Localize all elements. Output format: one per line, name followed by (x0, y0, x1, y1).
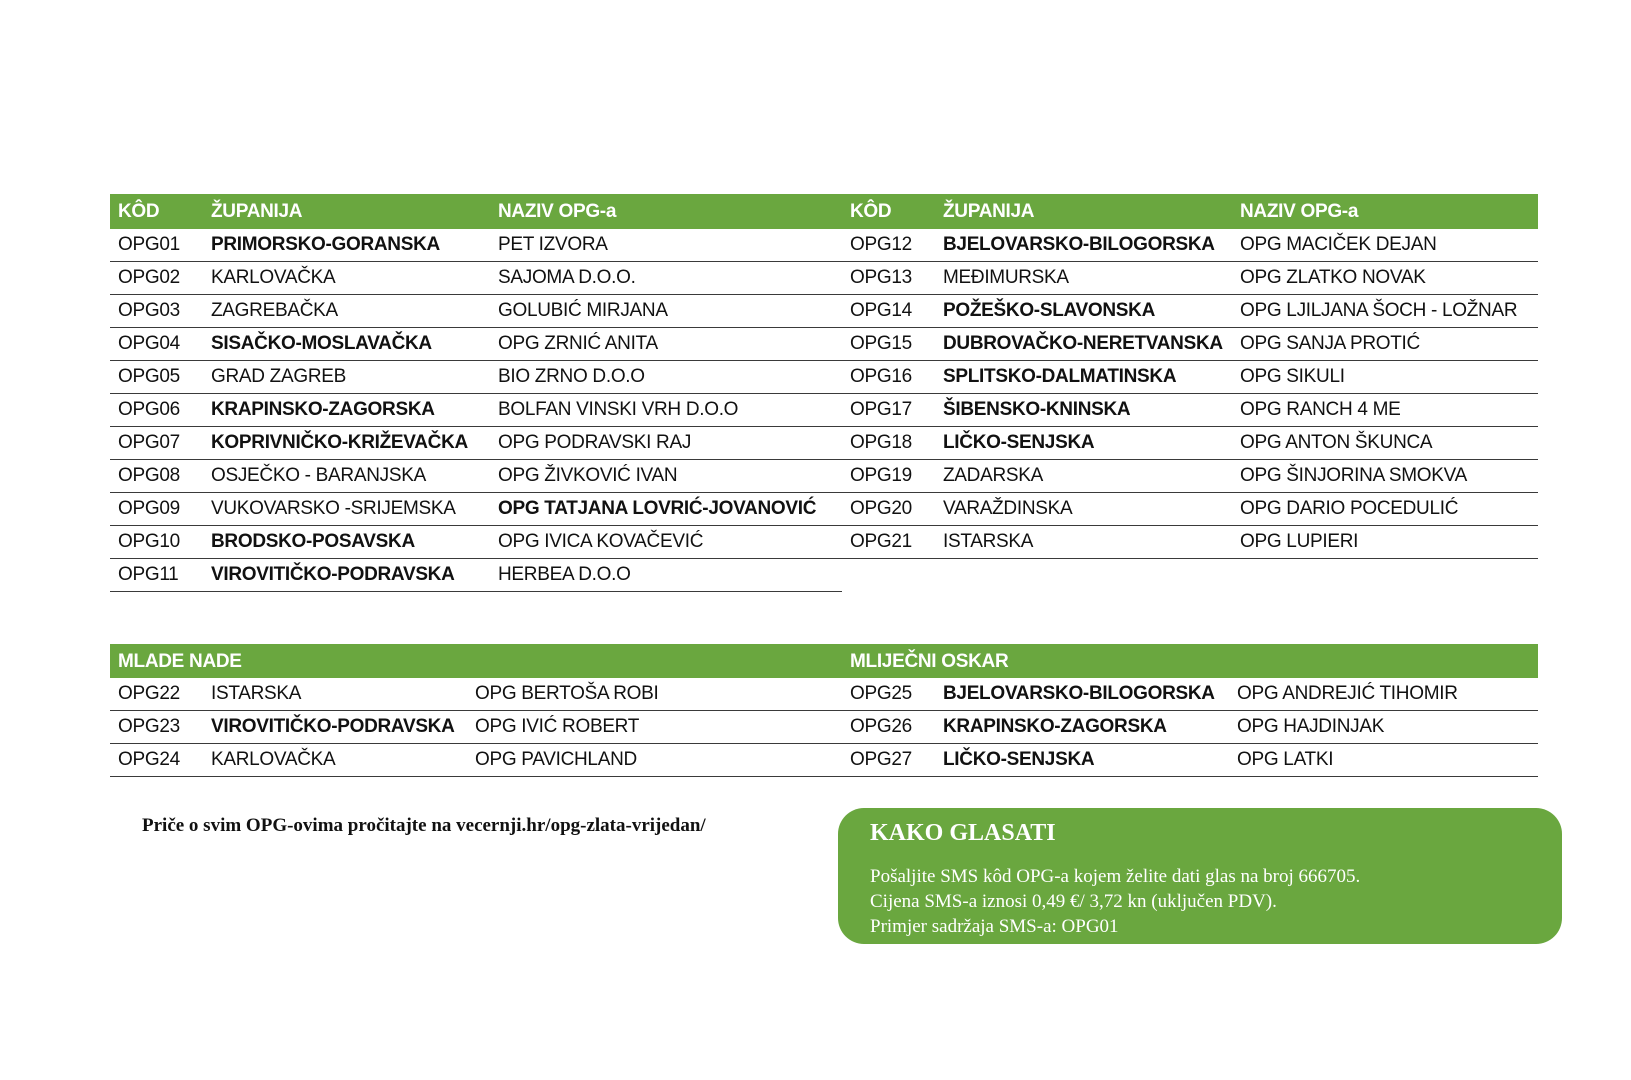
county-cell: SPLITSKO-DALMATINSKA (943, 366, 1177, 387)
table-row (842, 678, 1538, 711)
code-cell: OPG08 (118, 465, 180, 486)
name-cell: GOLUBIĆ MIRJANA (498, 300, 668, 321)
code-cell: OPG14 (850, 300, 912, 321)
how-to-vote-line: Pošaljite SMS kôd OPG-a kojem želite dati glas na broj 666705. (870, 866, 1361, 887)
name-cell: OPG HAJDINJAK (1237, 716, 1385, 737)
header-naziv-right: NAZIV OPG-a (1240, 201, 1359, 222)
county-cell: KARLOVAČKA (211, 749, 336, 770)
table-row (842, 744, 1538, 777)
header-zupanija-left: ŽUPANIJA (211, 201, 303, 222)
table-row (842, 493, 1538, 526)
table-row (110, 427, 842, 460)
name-cell: OPG LJILJANA ŠOCH - LOŽNAR (1240, 300, 1518, 321)
code-cell: OPG13 (850, 267, 912, 288)
code-cell: OPG05 (118, 366, 180, 387)
table-row (110, 229, 842, 262)
name-cell: OPG LUPIERI (1240, 531, 1359, 552)
county-cell: ISTARSKA (211, 683, 302, 704)
name-cell: OPG ZRNIĆ ANITA (498, 333, 658, 354)
table-row (110, 678, 842, 711)
mlade-nade-title: MLADE NADE (118, 651, 242, 672)
name-cell: BIO ZRNO D.O.O (498, 366, 645, 387)
name-cell: OPG LATKI (1237, 749, 1334, 770)
county-cell: MEĐIMURSKA (943, 267, 1069, 288)
name-cell: OPG ZLATKO NOVAK (1240, 267, 1426, 288)
table-row (110, 262, 842, 295)
code-cell: OPG02 (118, 267, 180, 288)
main-table-header (110, 194, 1538, 229)
county-cell: ZADARSKA (943, 465, 1044, 486)
name-cell: OPG DARIO POCEDULIĆ (1240, 498, 1459, 519)
table-row (842, 262, 1538, 295)
county-cell: LIČKO-SENJSKA (943, 432, 1095, 453)
code-cell: OPG15 (850, 333, 912, 354)
code-cell: OPG10 (118, 531, 180, 552)
name-cell: OPG SIKULI (1240, 366, 1345, 387)
name-cell: OPG IVIĆ ROBERT (475, 716, 640, 737)
table-row (842, 394, 1538, 427)
how-to-vote-line: Primjer sadržaja SMS-a: OPG01 (870, 916, 1119, 937)
how-to-vote-title: KAKO GLASATI (870, 820, 1056, 846)
table-row (110, 295, 842, 328)
county-cell: KARLOVAČKA (211, 267, 336, 288)
table-row (842, 361, 1538, 394)
county-cell: BJELOVARSKO-BILOGORSKA (943, 683, 1215, 704)
county-cell: BRODSKO-POSAVSKA (211, 531, 415, 552)
county-cell: GRAD ZAGREB (211, 366, 346, 387)
county-cell: VUKOVARSKO -SRIJEMSKA (211, 498, 456, 519)
county-cell: KRAPINSKO-ZAGORSKA (943, 716, 1167, 737)
header-zupanija-right: ŽUPANIJA (943, 201, 1035, 222)
county-cell: VIROVITIČKO-PODRAVSKA (211, 564, 455, 585)
name-cell: OPG PODRAVSKI RAJ (498, 432, 692, 453)
table-row (110, 526, 842, 559)
table-row (110, 328, 842, 361)
name-cell: HERBEA D.O.O (498, 564, 631, 585)
code-cell: OPG09 (118, 498, 180, 519)
county-cell: ŠIBENSKO-KNINSKA (943, 399, 1131, 420)
table-row (110, 711, 842, 744)
code-cell: OPG20 (850, 498, 912, 519)
stories-footnote: Priče o svim OPG-ovima pročitajte na vecernji.hr/opg-zlata-vrijedan/ (142, 815, 706, 836)
code-cell: OPG25 (850, 683, 912, 704)
code-cell: OPG07 (118, 432, 180, 453)
code-cell: OPG04 (118, 333, 180, 354)
name-cell: OPG TATJANA LOVRIĆ-JOVANOVIĆ (498, 498, 817, 519)
name-cell: OPG ANTON ŠKUNCA (1240, 432, 1433, 453)
table-row (842, 526, 1538, 559)
county-cell: VARAŽDINSKA (943, 498, 1073, 519)
name-cell: SAJOMA D.O.O. (498, 267, 636, 288)
code-cell: OPG21 (850, 531, 912, 552)
name-cell: OPG SANJA PROTIĆ (1240, 333, 1420, 354)
special-categories-table (110, 644, 1538, 780)
county-cell: BJELOVARSKO-BILOGORSKA (943, 234, 1215, 255)
table-row (110, 361, 842, 394)
county-cell: KRAPINSKO-ZAGORSKA (211, 399, 435, 420)
code-cell: OPG19 (850, 465, 912, 486)
county-cell: ISTARSKA (943, 531, 1034, 552)
code-cell: OPG27 (850, 749, 912, 770)
name-cell: OPG MACIČEK DEJAN (1240, 234, 1437, 255)
name-cell: OPG ANDREJIĆ TIHOMIR (1237, 683, 1458, 704)
county-cell: LIČKO-SENJSKA (943, 749, 1095, 770)
main-table (110, 194, 1538, 604)
table-row (110, 460, 842, 493)
header-kod-left: KÔD (118, 201, 160, 222)
table-row (842, 460, 1538, 493)
code-cell: OPG17 (850, 399, 912, 420)
code-cell: OPG06 (118, 399, 180, 420)
code-cell: OPG12 (850, 234, 912, 255)
table-row (842, 328, 1538, 361)
county-cell: PRIMORSKO-GORANSKA (211, 234, 440, 255)
name-cell: PET IZVORA (498, 234, 608, 255)
county-cell: KOPRIVNIČKO-KRIŽEVAČKA (211, 432, 468, 453)
table-row (842, 229, 1538, 262)
table-row (842, 295, 1538, 328)
code-cell: OPG11 (118, 564, 179, 585)
name-cell: OPG PAVICHLAND (475, 749, 637, 770)
table-row (110, 493, 842, 526)
name-cell: OPG IVICA KOVAČEVIĆ (498, 531, 704, 552)
county-cell: ZAGREBAČKA (211, 300, 338, 321)
how-to-vote-line: Cijena SMS-a iznosi 0,49 €/ 3,72 kn (uključen PDV). (870, 891, 1277, 912)
header-naziv-left: NAZIV OPG-a (498, 201, 617, 222)
code-cell: OPG16 (850, 366, 912, 387)
table-row (110, 559, 842, 592)
code-cell: OPG26 (850, 716, 912, 737)
name-cell: OPG ŽIVKOVIĆ IVAN (498, 465, 678, 486)
code-cell: OPG22 (118, 683, 180, 704)
name-cell: OPG ŠINJORINA SMOKVA (1240, 465, 1467, 486)
county-cell: POŽEŠKO-SLAVONSKA (943, 300, 1156, 321)
name-cell: OPG BERTOŠA ROBI (475, 683, 659, 704)
code-cell: OPG01 (118, 234, 180, 255)
county-cell: DUBROVAČKO-NERETVANSKA (943, 333, 1223, 354)
county-cell: OSJEČKO - BARANJSKA (211, 465, 426, 486)
special-categories-header (110, 644, 1538, 678)
county-cell: VIROVITIČKO-PODRAVSKA (211, 716, 455, 737)
code-cell: OPG24 (118, 749, 180, 770)
name-cell: OPG RANCH 4 ME (1240, 399, 1401, 420)
how-to-vote-box (838, 808, 1562, 944)
mlijecni-oskar-title: MLIJEČNI OSKAR (850, 651, 1009, 672)
header-kod-right: KÔD (850, 201, 892, 222)
table-row (842, 711, 1538, 744)
code-cell: OPG23 (118, 716, 180, 737)
code-cell: OPG18 (850, 432, 912, 453)
code-cell: OPG03 (118, 300, 180, 321)
table-row (110, 744, 842, 777)
county-cell: SISAČKO-MOSLAVAČKA (211, 333, 432, 354)
table-row (110, 394, 842, 427)
table-row (842, 427, 1538, 460)
name-cell: BOLFAN VINSKI VRH D.O.O (498, 399, 739, 420)
